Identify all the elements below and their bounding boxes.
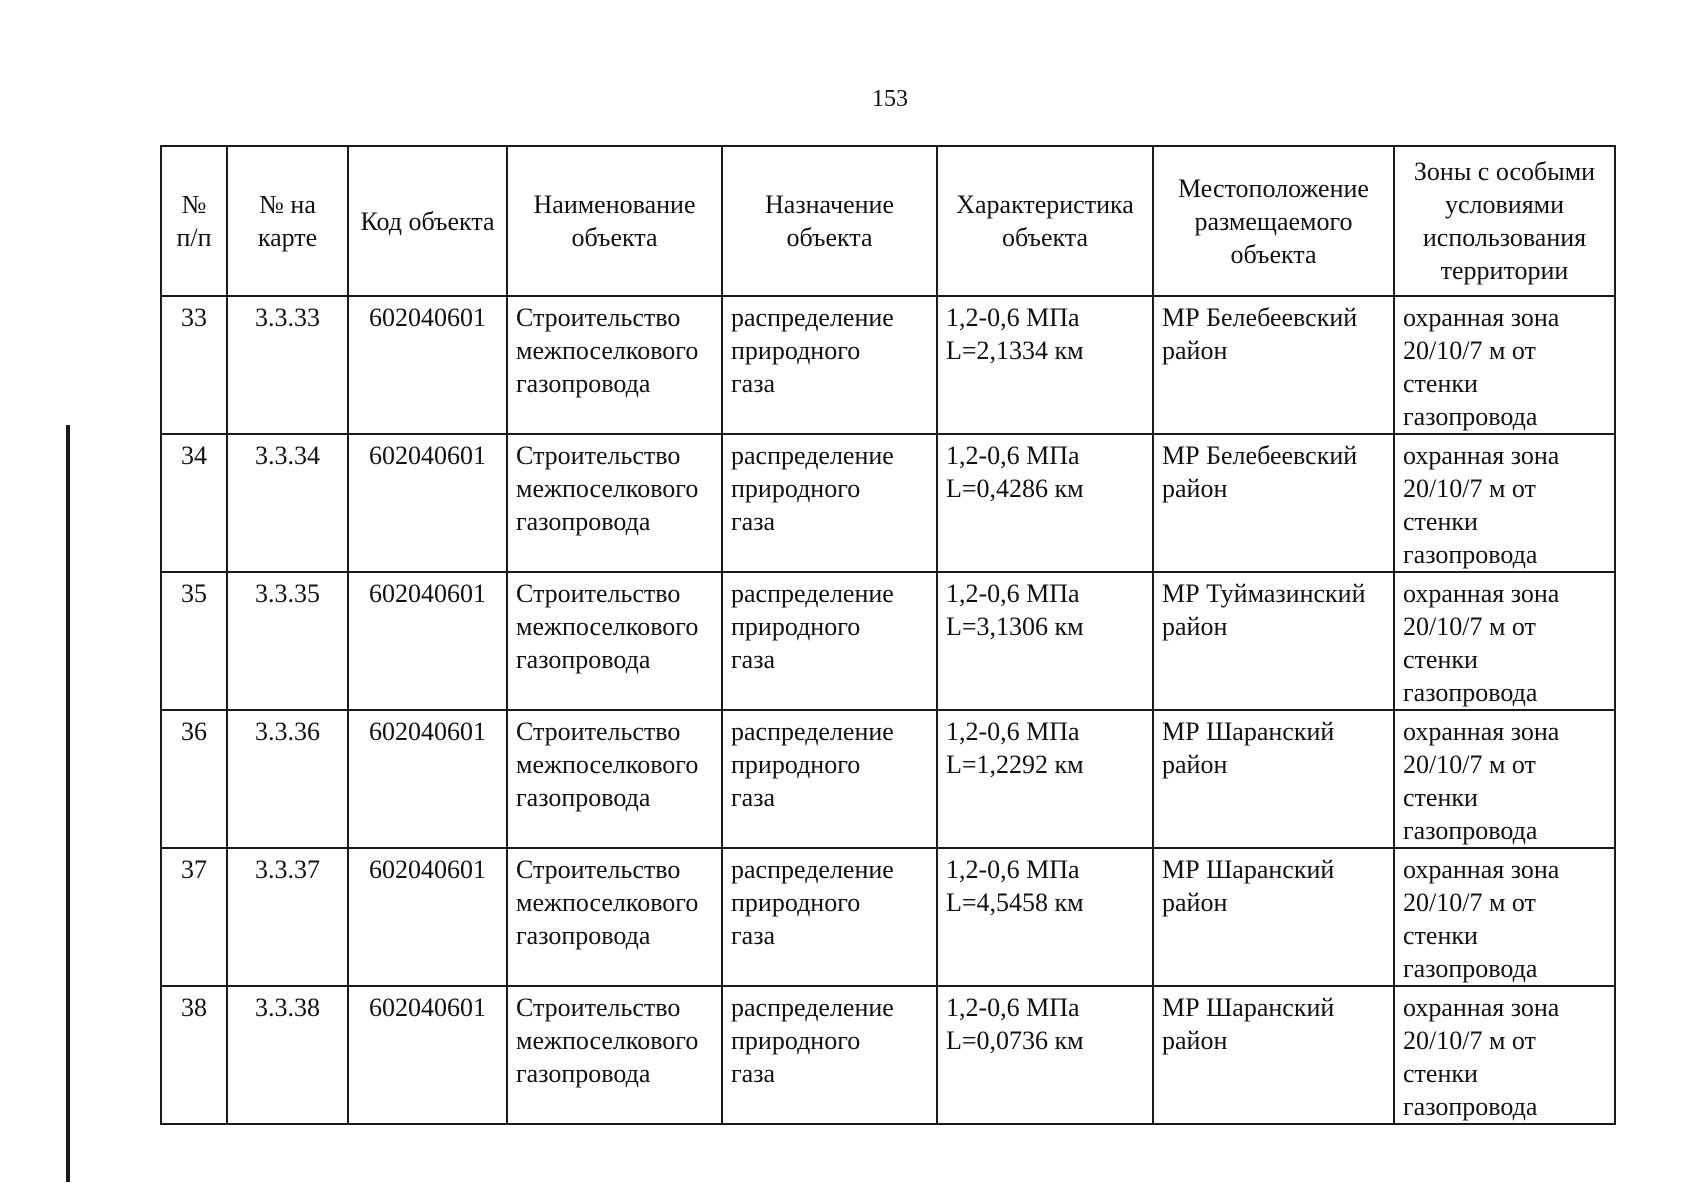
cell-num: 36 [161,710,227,848]
cell-zones-line: 20/10/7 м от [1403,888,1536,917]
cell-characteristics-line: L=0,4286 км [946,474,1084,503]
cell-location-line: район [1162,336,1228,365]
cell-purpose-line: природного [731,888,861,917]
cell-characteristics-line: L=3,1306 км [946,612,1084,641]
cell-name-line: межпоселкового [516,612,699,641]
header-line: объекта [786,223,873,252]
header-line: карте [257,223,318,252]
cell-zones-line: газопровода [1403,1092,1538,1121]
cell-location-line: МР Туймазинский [1162,579,1366,608]
cell-location-line: МР Белебеевский [1162,303,1358,332]
cell-purpose-line: природного [731,612,861,641]
cell-location [1153,848,1394,986]
margin-bar [66,425,70,1182]
cell-map-no: 3.3.36 [227,710,348,848]
cell-num: 37 [161,848,227,986]
cell-name-line: межпоселкового [516,750,699,779]
cell-purpose-line: распределение [731,855,894,884]
cell-location-line: район [1162,474,1228,503]
header-location [1153,146,1394,296]
cell-name [507,434,722,572]
cell-name-line: газопровода [516,507,651,536]
cell-name-line: Строительство [516,441,681,470]
header-line: объекта [1230,239,1317,269]
cell-name-line: Строительство [516,993,681,1022]
cell-zones-line: охранная зона [1403,717,1560,746]
cell-purpose-line: природного [731,1026,861,1055]
cell-num: 33 [161,296,227,434]
cell-name-line: межпоселкового [516,1026,699,1055]
header-purpose [722,146,937,296]
cell-zones [1394,710,1615,848]
cell-zones-line: 20/10/7 м от [1403,612,1536,641]
cell-zones-line: охранная зона [1403,441,1560,470]
cell-characteristics [937,296,1153,434]
table-row [161,434,1615,572]
cell-zones [1394,986,1615,1124]
cell-zones-line: газопровода [1403,540,1538,569]
cell-name-line: газопровода [516,645,651,674]
cell-zones-line: охранная зона [1403,993,1560,1022]
cell-characteristics-line: 1,2-0,6 МПа [946,579,1080,608]
cell-zones-line: охранная зона [1403,303,1560,332]
header-line: Местоположение [1178,173,1369,203]
cell-zones-line: стенки [1403,783,1478,812]
header-line: Характеристика [956,190,1134,219]
cell-code: 602040601 [348,296,507,434]
table-row [161,296,1615,434]
header-line: условиями [1444,190,1565,219]
header-num [161,146,227,296]
header-line: Зоны с особыми [1413,157,1596,186]
cell-location-line: район [1162,1026,1228,1055]
cell-characteristics [937,986,1153,1124]
cell-location-line: МР Шаранский [1162,993,1335,1022]
cell-characteristics-line: L=0,0736 км [946,1026,1084,1055]
cell-location [1153,710,1394,848]
cell-name-line: Строительство [516,855,681,884]
cell-location-line: район [1162,750,1228,779]
cell-name [507,572,722,710]
cell-purpose-line: распределение [731,441,894,470]
cell-characteristics-line: L=4,5458 км [946,888,1084,917]
header-line: территории [1440,256,1569,285]
cell-purpose-line: газа [731,369,776,398]
header-line: Назначение [765,190,894,219]
cell-purpose [722,434,937,572]
cell-zones-line: газопровода [1403,954,1538,983]
cell-purpose-line: распределение [731,993,894,1022]
cell-zones-line: охранная зона [1403,855,1560,884]
header-line: объекта [571,223,658,252]
cell-code: 602040601 [348,986,507,1124]
cell-zones-line: стенки [1403,645,1478,674]
cell-purpose-line: природного [731,474,861,503]
cell-location-line: район [1162,612,1228,641]
cell-map-no: 3.3.37 [227,848,348,986]
table-row [161,848,1615,986]
cell-name [507,710,722,848]
cell-purpose-line: распределение [731,303,894,332]
cell-zones-line: 20/10/7 м от [1403,1026,1536,1055]
cell-characteristics-line: 1,2-0,6 МПа [946,993,1080,1022]
cell-name-line: газопровода [516,1059,651,1088]
cell-purpose [722,848,937,986]
header-characteristics [937,146,1153,296]
header-line: Наименование [533,190,696,219]
cell-characteristics [937,848,1153,986]
cell-name-line: межпоселкового [516,474,699,503]
cell-num: 35 [161,572,227,710]
cell-map-no: 3.3.35 [227,572,348,710]
cell-name-line: Строительство [516,717,681,746]
cell-characteristics-line: 1,2-0,6 МПа [946,855,1080,884]
cell-purpose-line: газа [731,783,776,812]
header-name [507,146,722,296]
table-row [161,986,1615,1124]
cell-zones [1394,848,1615,986]
cell-zones [1394,296,1615,434]
cell-zones-line: 20/10/7 м от [1403,750,1536,779]
header-map-no [227,146,348,296]
cell-characteristics [937,572,1153,710]
cell-zones-line: охранная зона [1403,579,1560,608]
cell-location-line: район [1162,888,1228,917]
cell-purpose-line: природного [731,336,861,365]
cell-map-no: 3.3.38 [227,986,348,1124]
header-line: объекта [1001,223,1089,252]
cell-purpose [722,710,937,848]
cell-zones-line: газопровода [1403,678,1538,707]
cell-code: 602040601 [348,848,507,986]
cell-zones-line: стенки [1403,1059,1478,1088]
header-line: № на [259,190,316,219]
cell-location-line: МР Шаранский [1162,717,1335,746]
objects-table [160,145,1616,1125]
table-row [161,710,1615,848]
header-line: п/п [176,223,212,252]
header-line: размещаемого [1194,206,1353,236]
cell-zones-line: стенки [1403,507,1478,536]
cell-purpose-line: распределение [731,579,894,608]
header-code [348,146,507,296]
cell-name [507,296,722,434]
cell-zones-line: 20/10/7 м от [1403,336,1536,365]
cell-location [1153,434,1394,572]
cell-purpose [722,296,937,434]
cell-name-line: газопровода [516,921,651,950]
header-line: использования [1422,223,1587,252]
cell-characteristics [937,710,1153,848]
cell-characteristics-line: L=2,1334 км [946,336,1084,365]
cell-name [507,848,722,986]
cell-code: 602040601 [348,710,507,848]
cell-location [1153,986,1394,1124]
cell-code: 602040601 [348,434,507,572]
cell-code: 602040601 [348,572,507,710]
cell-purpose-line: распределение [731,717,894,746]
cell-characteristics-line: L=1,2292 км [946,750,1084,779]
header-line: № [181,190,207,219]
cell-location-line: МР Белебеевский [1162,441,1358,470]
table-body [161,296,1615,1124]
cell-map-no: 3.3.34 [227,434,348,572]
cell-zones [1394,572,1615,710]
cell-characteristics-line: 1,2-0,6 МПа [946,717,1080,746]
cell-purpose-line: газа [731,507,776,536]
cell-purpose [722,986,937,1124]
cell-num: 38 [161,986,227,1124]
cell-location [1153,572,1394,710]
cell-zones-line: газопровода [1403,402,1538,431]
cell-purpose-line: газа [731,1059,776,1088]
cell-purpose [722,572,937,710]
cell-name-line: газопровода [516,783,651,812]
cell-location [1153,296,1394,434]
cell-characteristics-line: 1,2-0,6 МПа [946,303,1080,332]
cell-purpose-line: газа [731,921,776,950]
page-number: 153 [872,86,908,112]
cell-zones [1394,434,1615,572]
cell-location-line: МР Шаранский [1162,855,1335,884]
cell-name-line: межпоселкового [516,336,699,365]
cell-purpose-line: природного [731,750,861,779]
cell-name-line: газопровода [516,369,651,398]
cell-name [507,986,722,1124]
table-row [161,572,1615,710]
cell-zones-line: 20/10/7 м от [1403,474,1536,503]
table-header-row [161,146,1615,296]
cell-characteristics-line: 1,2-0,6 МПа [946,441,1080,470]
cell-zones-line: стенки [1403,369,1478,398]
cell-num: 34 [161,434,227,572]
cell-name-line: межпоселкового [516,888,699,917]
cell-zones-line: стенки [1403,921,1478,950]
cell-purpose-line: газа [731,645,776,674]
cell-zones-line: газопровода [1403,816,1538,845]
cell-name-line: Строительство [516,579,681,608]
header-line: Код объекта [360,206,495,236]
cell-name-line: Строительство [516,303,681,332]
cell-characteristics [937,434,1153,572]
header-zones [1394,146,1615,296]
cell-map-no: 3.3.33 [227,296,348,434]
